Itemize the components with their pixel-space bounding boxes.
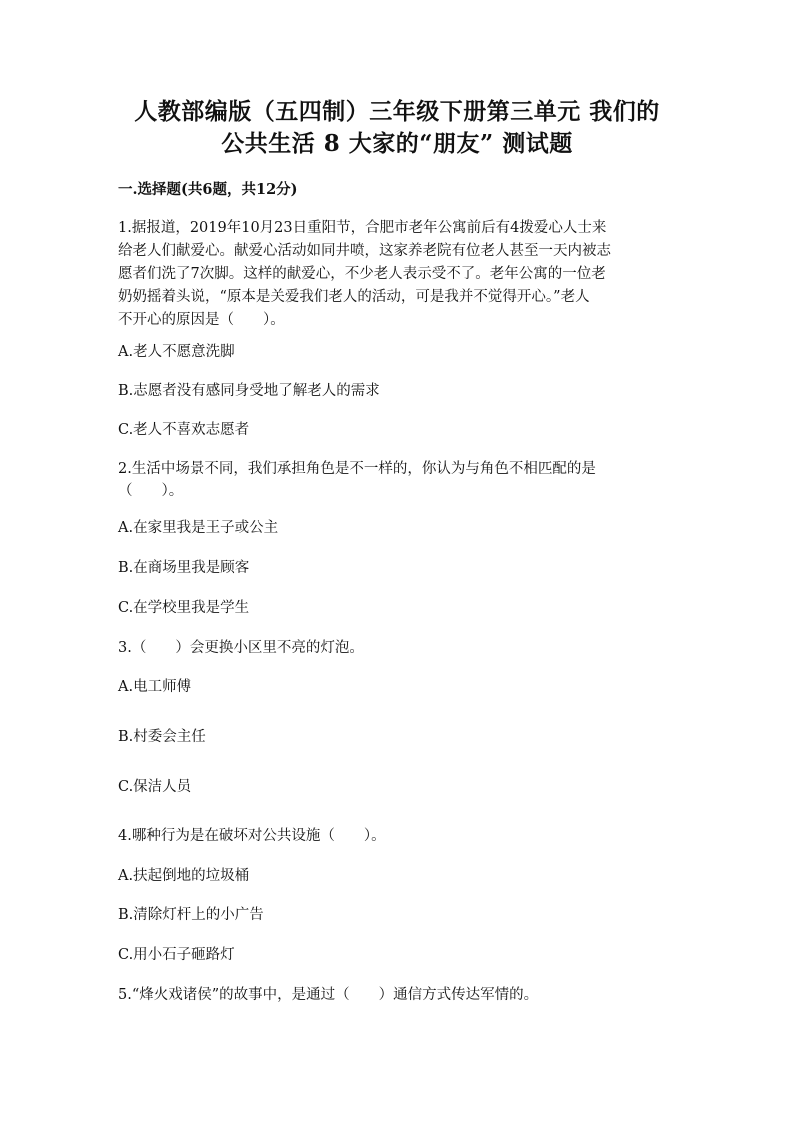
- question-1-option-b: B.志愿者没有感同身受地了解老人的需求: [118, 383, 380, 399]
- question-2-stem-line: 2.生活中场景不同，我们承担角色是不一样的，你认为与角色不相匹配的是: [118, 461, 596, 477]
- question-2-option-b: B.在商场里我是顾客: [118, 560, 250, 576]
- question-1-option-c: C.老人不喜欢志愿者: [118, 422, 250, 438]
- question-2-stem-line: （ ）。: [118, 483, 184, 499]
- question-4-option-b: B.清除灯杆上的小广告: [118, 907, 264, 923]
- question-4-option-a: A.扶起倒地的垃圾桶: [118, 868, 250, 884]
- question-1-stem-line: 奶奶摇着头说，“原本是关爱我们老人的活动，可是我并不觉得开心。”老人: [118, 289, 590, 305]
- question-3-stem-line: 3.（ ）会更换小区里不亮的灯泡。: [118, 640, 364, 656]
- document-title-line-1: 人教部编版（五四制）三年级下册第三单元 我们的: [134, 98, 660, 125]
- document-title-line-2: 公共生活 8 大家的“朋友” 测试题: [221, 130, 573, 157]
- question-3-option-c: C.保洁人员: [118, 779, 192, 795]
- question-1-stem-line: 给老人们献爱心。献爱心活动如同井喷，这家养老院有位老人甚至一天内被志: [118, 243, 611, 259]
- question-5-stem-line: 5.“烽火戏诸侯”的故事中，是通过（ ）通信方式传达军情的。: [118, 987, 539, 1003]
- question-1-stem-line: 愿者们洗了7次脚。这样的献爱心，不少老人表示受不了。老年公寓的一位老: [118, 266, 606, 282]
- question-3-option-b: B.村委会主任: [118, 729, 206, 745]
- section-heading: 一.选择题(共6题，共12分): [118, 181, 298, 198]
- question-1-option-a: A.老人不愿意洗脚: [118, 344, 235, 360]
- question-1-stem-line: 不开心的原因是（ ）。: [118, 312, 285, 328]
- question-3-option-a: A.电工师傅: [118, 679, 192, 695]
- question-4-option-c: C.用小石子砸路灯: [118, 947, 235, 963]
- question-1-stem-line: 1.据报道，2019年10月23日重阳节，合肥市老年公寓前后有4拨爱心人士来: [118, 220, 607, 236]
- question-2-option-a: A.在家里我是王子或公主: [118, 520, 279, 536]
- question-2-option-c: C.在学校里我是学生: [118, 600, 250, 616]
- question-4-stem-line: 4.哪种行为是在破坏对公共设施（ ）。: [118, 828, 386, 844]
